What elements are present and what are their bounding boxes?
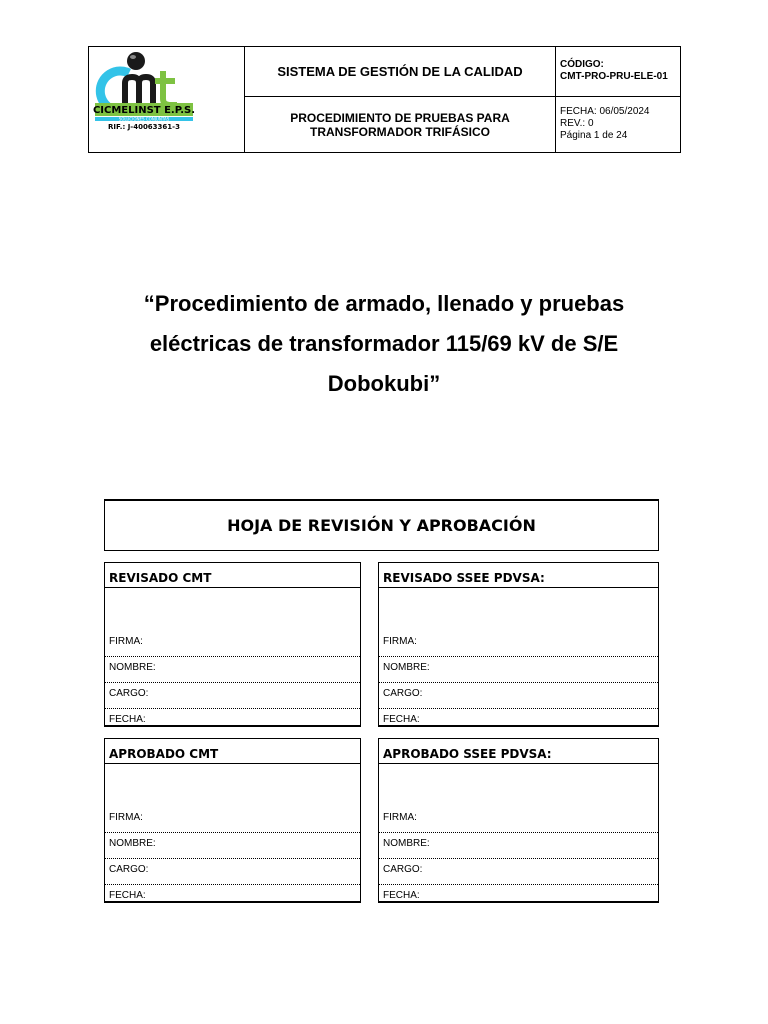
review-box-cmt — [104, 562, 361, 727]
approval-sheet-title: HOJA DE REVISIÓN Y APROBACIÓN — [104, 499, 659, 551]
position-field[interactable]: CARGO: — [379, 859, 658, 885]
logo-tagline-text: SOLUCIONES CONJUNTAS — [118, 116, 170, 122]
approval-box-cmt — [104, 738, 361, 903]
procedure-title-line1: PROCEDIMIENTO DE PRUEBAS PARA — [290, 110, 510, 125]
logo-rif-text: RIF.: J-40063361-3 — [108, 123, 180, 131]
code-value: CMT-PRO-PRU-ELE-01 — [560, 71, 668, 82]
document-header — [88, 46, 681, 153]
signature-field[interactable]: FIRMA: — [379, 807, 658, 833]
revision-text: REV.: 0 — [560, 118, 594, 129]
procedure-title-line2: TRANSFORMADOR TRIFÁSICO — [310, 124, 490, 139]
logo-company-text: CICMELINST E.P.S. — [92, 105, 196, 116]
signature-area[interactable] — [379, 588, 658, 631]
name-field[interactable]: NOMBRE: — [379, 657, 658, 683]
review-box-pdvsa — [378, 562, 659, 727]
document-title-line2: eléctricas de transformador 115/69 kV de S/E — [149, 331, 619, 356]
date-field[interactable]: FECHA: — [109, 890, 146, 901]
company-logo — [89, 47, 245, 152]
position-field[interactable]: CARGO: — [379, 683, 658, 709]
page-number-text: Página 1 de 24 — [560, 130, 628, 141]
code-cell — [556, 47, 680, 97]
signature-area[interactable] — [105, 764, 360, 807]
signature-field[interactable]: FIRMA: — [379, 631, 658, 657]
date-field[interactable]: FECHA: — [109, 714, 146, 725]
date-field[interactable]: FECHA: — [383, 714, 420, 725]
name-field[interactable]: NOMBRE: — [105, 657, 360, 683]
document-title-line1: “Procedimiento de armado, llenado y pruebas — [143, 291, 625, 316]
approval-box-pdvsa — [378, 738, 659, 903]
date-text: FECHA: 06/05/2024 — [560, 106, 650, 117]
signature-area[interactable] — [379, 764, 658, 807]
approval-box-heading: APROBADO SSEE PDVSA: — [379, 739, 658, 764]
position-field[interactable]: CARGO: — [105, 859, 360, 885]
position-field[interactable]: CARGO: — [105, 683, 360, 709]
meta-cell — [556, 97, 680, 152]
logo-cell — [89, 47, 245, 152]
signature-area[interactable] — [105, 588, 360, 631]
date-field[interactable]: FECHA: — [383, 890, 420, 901]
signature-field[interactable]: FIRMA: — [105, 807, 360, 833]
system-title: SISTEMA DE GESTIÓN DE LA CALIDAD — [245, 47, 556, 97]
name-field[interactable]: NOMBRE: — [379, 833, 658, 859]
procedure-title — [245, 97, 556, 152]
approval-box-heading: APROBADO CMT — [105, 739, 360, 764]
name-field[interactable]: NOMBRE: — [105, 833, 360, 859]
document-title — [100, 284, 668, 404]
signature-field[interactable]: FIRMA: — [105, 631, 360, 657]
review-box-heading: REVISADO CMT — [105, 563, 360, 588]
code-label: CÓDIGO: — [560, 59, 604, 70]
document-title-line3: Dobokubi” — [327, 371, 441, 396]
review-box-heading: REVISADO SSEE PDVSA: — [379, 563, 658, 588]
